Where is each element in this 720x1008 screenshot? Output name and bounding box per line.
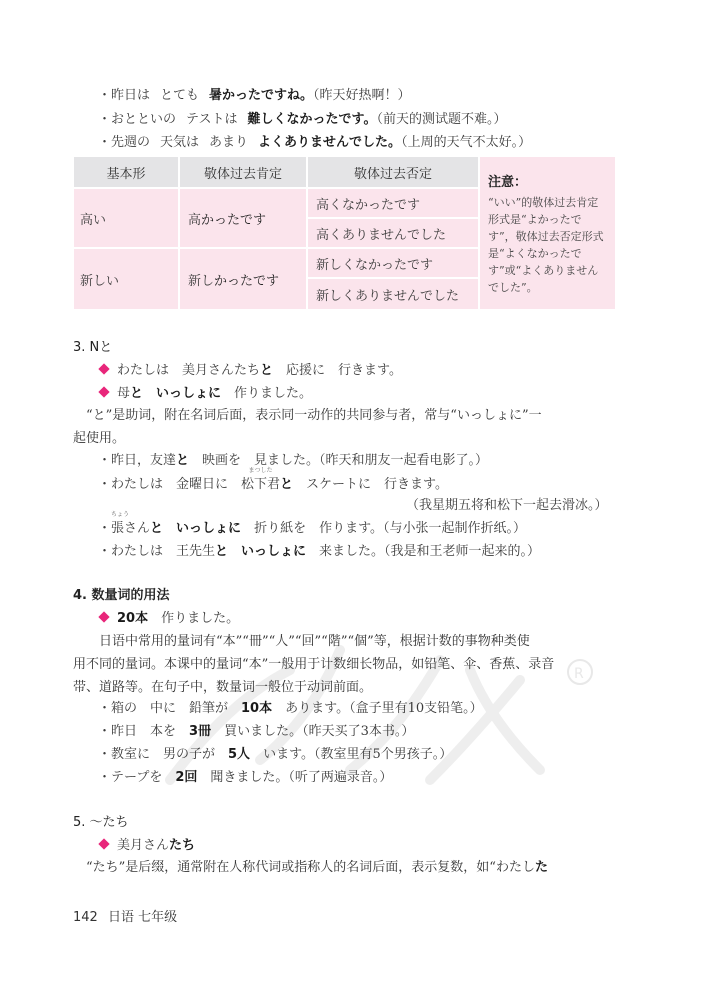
translation: （上周的天气不太好。） [401,135,532,150]
header-polite-past-negative: 敬体过去否定 [308,157,478,187]
example-line [98,700,483,718]
text: ・教室に 男の子が [98,747,229,762]
text: 聞きました。 [197,770,289,785]
bold-text: たち [169,838,196,853]
text: ・わたしは 金曜日に [98,477,242,492]
bold-text: と いっしょに [130,386,222,401]
diamond-bullet-icon [98,386,109,397]
furigana: まつした [248,467,273,474]
note-box [480,157,615,309]
bold-text: と [280,477,294,492]
bold-text: と いっしょに [215,544,307,559]
example-line [98,723,414,741]
translation: （教室里有5个男孩子。） [314,747,453,762]
example-line [98,467,449,494]
text: 折り紙を 作ります。 [241,521,384,536]
page-footer [73,906,177,925]
text: スケートに 行きます。 [293,477,449,492]
cell-base-atarashii: 新しい [74,249,178,309]
text: 作りました。 [148,611,240,626]
example-line [98,452,488,470]
explanation-paragraph [86,856,548,879]
text: 天気は [160,135,200,150]
page-number: 142 [73,910,98,925]
book-title: 日语 七年级 [107,910,178,925]
bold-text: 20本 [117,611,149,626]
svg-text:R: R [574,666,584,682]
pattern-line [100,610,239,628]
explanation-paragraph: 带、道路等。在句子中，数量词一般位于动词前面。 [73,680,373,695]
example-line [98,769,392,787]
explanation-paragraph: 日语中常用的量词有“本”“冊”“人”“回”“階”“個”等，根据计数的事物种类使 [99,634,530,649]
bold-text: と [260,363,274,378]
text: さん [124,521,151,536]
explanation-paragraph: 用不同的量词。本课中的量词“本”一般用于计数细长物品，如铅笔、伞、香蕉、录音 [73,657,555,672]
bullet: ・ [98,521,112,536]
translation: （我是和王老师一起来的。） [384,544,541,559]
cell-positive-atarashii [180,249,306,309]
text: 作りました。 [221,386,313,401]
bold-text: 5人 [228,747,251,762]
text: 来ました。 [306,544,385,559]
bold-text: 10本 [241,701,273,716]
translation: （昨天买了3本书。） [302,724,415,739]
explanation-paragraph: 起使用。 [73,431,126,446]
text: テストは [186,112,238,127]
translation: （昨天好热啊！） [313,88,411,103]
header-base-form: 基本形 [74,157,178,187]
section-heading: 3. Nと [73,340,113,355]
ruby-word [111,511,130,538]
bold-text: よくありませんでした。 [258,135,402,150]
stem: 高 [188,212,202,228]
text: ・テープを [98,770,176,785]
section-heading: 4. 数量词的用法 [73,588,170,603]
cell-negative-takai-1: 高くなかったです [308,189,478,217]
diamond-bullet-icon [98,611,109,622]
pattern-line [100,385,312,403]
text: あまり [209,135,249,150]
note-title: 注意： [488,174,528,190]
translation: （听了两遍录音。） [288,770,393,785]
furigana: ちょう [111,511,130,518]
text: 美月さん [117,838,170,853]
text: ・おとといの [98,112,177,127]
header-polite-past-positive: 敬体过去肯定 [180,157,306,187]
example-line [98,511,527,538]
conjugation-table [74,157,615,309]
translation: （盒子里有10支铅笔。） [349,701,483,716]
cell-negative-atarashii-1: 新しくなかったです [308,249,478,277]
text: ・昨日は [98,88,151,103]
explanation-paragraph: “と”是助词，附在名词后面，表示同一动作的共同参与者，常与“いっしょに”一 [86,408,542,423]
bold-text: た [534,860,548,875]
cell-negative-atarashii-2: 新しくありませんでした [308,279,478,309]
ending: かったです [214,273,280,289]
bold-text: と [176,453,190,468]
example-line [98,134,531,152]
text: あります。 [272,701,350,716]
translation-line: （我星期五将和松下一起去滑冰。） [406,498,608,513]
cell-base-takai: 高い [74,189,178,247]
translation: （与小张一起制作折纸。） [383,521,527,536]
example-line [98,87,411,105]
example-line [98,746,452,764]
ruby-base: 張 [111,521,125,536]
ending: かったです [201,212,267,228]
pattern-line [100,837,195,855]
section-heading: 5. ～たち [73,815,129,830]
text: ・箱の 中に 鉛筆が [98,701,242,716]
translation: （昨天和朋友一起看电影了。） [319,453,489,468]
example-line [98,543,540,561]
ruby-base: 松下君 [241,477,281,492]
translation: （前天的测试题不难。） [376,112,507,127]
note-body: “いい”的敬体过去肯定形式是“よかったです”，敬体过去否定形式是“よくなかったです”或“よくありませんでした”。 [488,195,604,294]
bold-text: 暑かったですね。 [209,88,314,103]
stem: 新し [188,273,215,289]
text: とても [160,88,200,103]
text: 母 [117,386,131,401]
text: います。 [250,747,315,762]
text: ・わたしは 王先生 [98,544,216,559]
bold-text: と いっしょに [150,521,242,536]
text: ・先週の [98,135,151,150]
diamond-bullet-icon [98,363,109,374]
text: 映画を 見ました。 [189,453,320,468]
text: 応援に 行きます。 [273,363,402,378]
text: “たち”是后缀，通常附在人称代词或指称人的名词后面，表示复数，如“わたし [86,860,535,875]
example-line [98,111,506,129]
ruby-word [241,467,281,494]
text: ・昨日，友達 [98,453,177,468]
bold-text: 3冊 [189,724,212,739]
cell-negative-takai-2: 高くありませんでした [308,219,478,247]
bold-text: 難しくなかったです。 [247,112,377,127]
text: わたしは 美月さんたち [117,363,261,378]
text: ・昨日 本を [98,724,190,739]
bold-text: 2回 [175,770,198,785]
text: 買いました。 [211,724,303,739]
diamond-bullet-icon [98,838,109,849]
cell-positive-takai [180,189,306,247]
pattern-line [100,362,402,380]
